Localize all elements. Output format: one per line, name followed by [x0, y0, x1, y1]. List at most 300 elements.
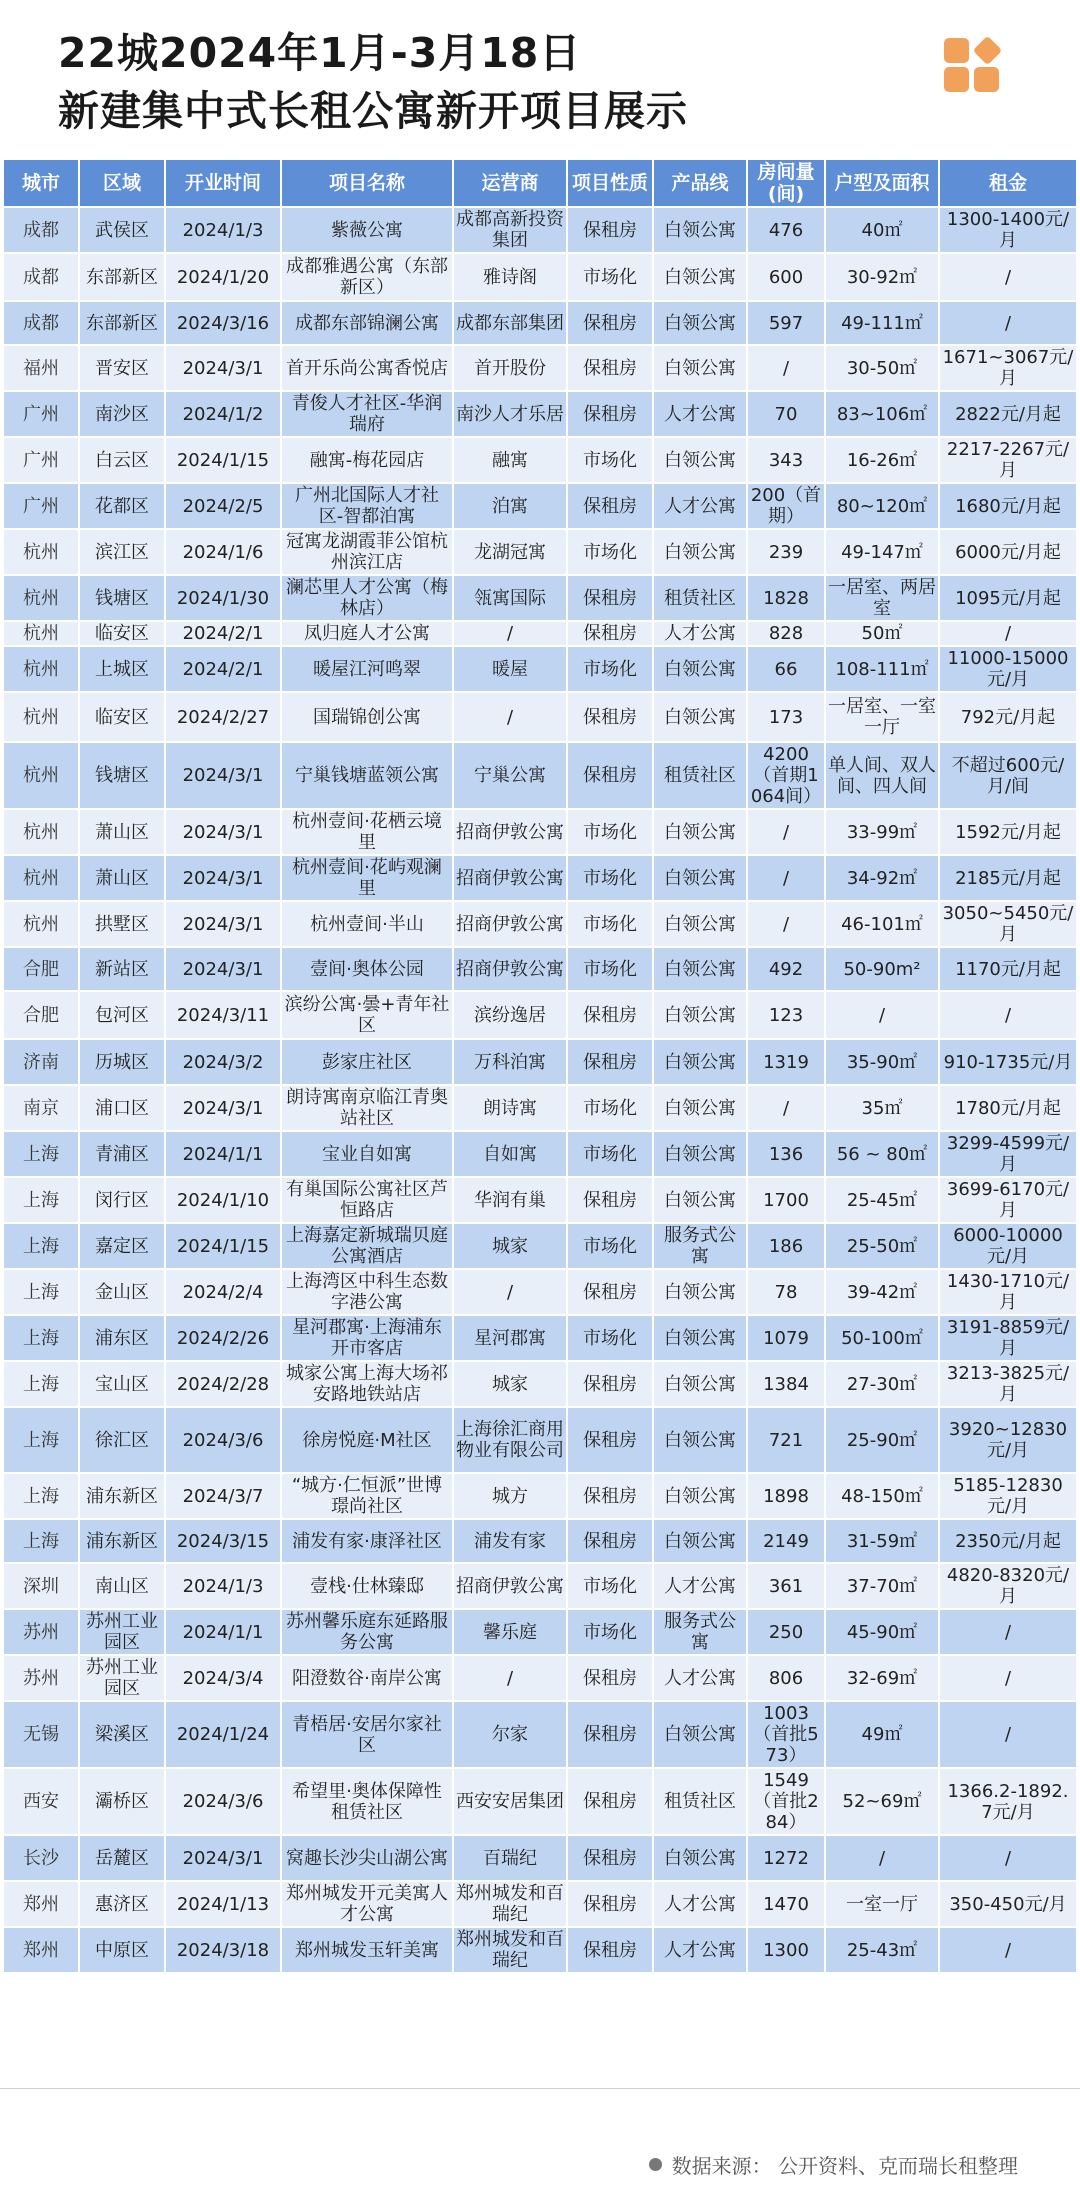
table-cell: 保租房	[568, 1882, 652, 1926]
table-cell: 临安区	[80, 622, 164, 645]
table-cell: 1470	[748, 1882, 824, 1926]
table-cell: 2024/1/15	[166, 438, 280, 482]
table-cell: 人才公寓	[654, 1656, 746, 1700]
table-cell: 杭州	[4, 743, 78, 808]
table-cell: 宁巢公寓	[454, 743, 566, 808]
table-cell: /	[940, 1928, 1076, 1972]
source-text: 数据来源： 公开资料、克而瑞长租整理	[671, 2154, 1018, 2178]
table-cell: 4820-8320元/月	[940, 1564, 1076, 1608]
table-cell: /	[940, 1610, 1076, 1654]
table-cell: 792元/月起	[940, 693, 1076, 741]
table-cell: 暖屋	[454, 647, 566, 691]
table-cell: 3920~12830元/月	[940, 1408, 1076, 1472]
table-cell: 1828	[748, 576, 824, 620]
table-cell: 3191-8859元/月	[940, 1316, 1076, 1360]
table-cell: /	[940, 992, 1076, 1038]
table-cell: 上海	[4, 1316, 78, 1360]
table-cell: 拱墅区	[80, 902, 164, 946]
table-cell: 1366.2-1892.7元/月	[940, 1769, 1076, 1834]
table-cell: /	[940, 622, 1076, 645]
table-cell: 杭州壹间·花栖云境里	[282, 810, 452, 854]
table-cell: 东部新区	[80, 302, 164, 344]
table-cell: 白领公寓	[654, 948, 746, 990]
projects-table-wrapper	[0, 158, 1076, 1974]
table-cell: 492	[748, 948, 824, 990]
table-cell: 上海	[4, 1520, 78, 1562]
table-cell: /	[454, 693, 566, 741]
table-cell: 2024/3/1	[166, 346, 280, 390]
table-cell: 保租房	[568, 693, 652, 741]
table-cell: 中原区	[80, 1928, 164, 1972]
table-cell: 2024/3/1	[166, 743, 280, 808]
table-cell: 郑州城发和百瑞纪	[456, 1929, 564, 1971]
table-cell: 青浦区	[80, 1132, 164, 1176]
table-cell: 25-90㎡	[826, 1408, 938, 1472]
table-cell: 25-50㎡	[826, 1224, 938, 1268]
table-cell: 保租房	[568, 1474, 652, 1518]
table-cell: /	[454, 622, 566, 645]
table-cell: 2024/1/3	[166, 208, 280, 252]
table-cell: 郑州	[4, 1882, 78, 1926]
table-cell: 186	[748, 1224, 824, 1268]
table-cell: 青梧居·安居尔家社区	[282, 1702, 452, 1767]
table-cell: 2217-2267元/月	[940, 438, 1076, 482]
table-cell: 临安区	[80, 693, 164, 741]
table-cell: 1095元/月起	[940, 576, 1076, 620]
page-title	[58, 24, 688, 140]
table-cell: 人才公寓	[654, 484, 746, 528]
table-row	[4, 1316, 1076, 1360]
table-cell: /	[748, 902, 824, 946]
table-cell: 3699-6170元/月	[940, 1178, 1076, 1222]
table-cell: 彭家庄社区	[282, 1040, 452, 1084]
table-cell: 广州	[4, 392, 78, 436]
table-cell: 35-90㎡	[826, 1040, 938, 1084]
table-cell: /	[826, 992, 938, 1038]
table-cell: 49㎡	[826, 1702, 938, 1767]
table-cell: 惠济区	[80, 1882, 164, 1926]
table-cell: 1384	[748, 1362, 824, 1406]
table-row	[4, 622, 1076, 645]
table-cell: 白领公寓	[654, 1316, 746, 1360]
table-cell: /	[940, 1656, 1076, 1700]
table-row	[4, 948, 1076, 990]
table-cell: 2350元/月起	[940, 1520, 1076, 1562]
table-cell: 宝业自如寓	[282, 1132, 452, 1176]
table-cell: 冠寓龙湖霞菲公馆杭州滨江店	[282, 530, 452, 574]
table-cell: 招商伊敦公寓	[454, 856, 566, 900]
table-cell: 123	[748, 992, 824, 1038]
table-cell: 1170元/月起	[940, 948, 1076, 990]
table-cell: 朗诗寓南京临江青奥站社区	[282, 1086, 452, 1130]
table-row	[4, 743, 1076, 808]
table-cell: 杭州	[4, 647, 78, 691]
table-row	[4, 1178, 1076, 1222]
table-cell: 城家公寓上海大场祁安路地铁站店	[282, 1362, 452, 1406]
table-cell: 市场化	[568, 1564, 652, 1608]
table-cell: /	[940, 254, 1076, 300]
column-header: 租金	[940, 160, 1076, 206]
table-cell: 35㎡	[826, 1086, 938, 1130]
table-cell: 保租房	[568, 743, 652, 808]
title-line-1: 22城2024年1月-3月18日	[58, 29, 582, 77]
table-row	[4, 1610, 1076, 1654]
table-row	[4, 1882, 1076, 1926]
table-cell: 市场化	[568, 902, 652, 946]
table-cell: 保租房	[568, 1702, 652, 1767]
table-cell: 保租房	[568, 576, 652, 620]
table-cell: 保租房	[568, 484, 652, 528]
table-cell: 1680元/月起	[940, 484, 1076, 528]
table-cell: 721	[748, 1408, 824, 1472]
table-cell: 人才公寓	[654, 1882, 746, 1926]
table-row	[4, 810, 1076, 854]
table-cell: 市场化	[568, 438, 652, 482]
column-header: 户型及面积	[826, 160, 938, 206]
table-cell: 苏州	[4, 1656, 78, 1700]
table-cell: 2024/1/10	[166, 1178, 280, 1222]
table-cell: 保租房	[568, 1928, 652, 1972]
table-cell: 成都高新投资集团	[456, 209, 564, 251]
table-cell: 岳麓区	[80, 1836, 164, 1880]
table-cell: 星河郡寓	[454, 1316, 566, 1360]
table-cell: 白领公寓	[654, 1474, 746, 1518]
table-cell: 杭州	[4, 856, 78, 900]
table-cell: 50㎡	[826, 622, 938, 645]
table-header	[4, 160, 1076, 206]
table-row	[4, 1132, 1076, 1176]
table-cell: 保租房	[568, 1836, 652, 1880]
table-cell: 招商伊敦公寓	[454, 1564, 566, 1608]
table-cell: 1549（首批284）	[748, 1769, 824, 1834]
table-row	[4, 647, 1076, 691]
table-cell: 上海	[4, 1362, 78, 1406]
table-cell: 长沙	[4, 1836, 78, 1880]
table-cell: 郑州城发和百瑞纪	[456, 1883, 564, 1925]
table-cell: 苏州工业园区	[80, 1610, 164, 1654]
table-cell: 80~120㎡	[826, 484, 938, 528]
table-row	[4, 1769, 1076, 1834]
table-cell: 市场化	[568, 1316, 652, 1360]
table-cell: 2024/2/28	[166, 1362, 280, 1406]
table-cell: 2024/3/1	[166, 810, 280, 854]
table-cell: 保租房	[568, 622, 652, 645]
table-cell: 保租房	[568, 208, 652, 252]
table-cell: 806	[748, 1656, 824, 1700]
column-header: 产品线	[654, 160, 746, 206]
table-cell: 无锡	[4, 1702, 78, 1767]
table-cell: 浦东新区	[80, 1474, 164, 1518]
table-cell: 郑州城发开元美寓人才公寓	[282, 1882, 452, 1926]
table-cell: 2024/3/6	[166, 1769, 280, 1834]
table-cell: 萧山区	[80, 810, 164, 854]
table-cell: 2024/2/27	[166, 693, 280, 741]
table-cell: 保租房	[568, 392, 652, 436]
table-cell: 1671~3067元/月	[940, 346, 1076, 390]
table-cell: 3299-4599元/月	[940, 1132, 1076, 1176]
table-cell: 宝山区	[80, 1362, 164, 1406]
table-cell: 2024/3/1	[166, 856, 280, 900]
table-cell: 1898	[748, 1474, 824, 1518]
table-body	[4, 208, 1076, 1972]
table-cell: /	[454, 1270, 566, 1314]
table-cell: 保租房	[568, 1408, 652, 1472]
table-cell: 市场化	[568, 1132, 652, 1176]
table-cell: 杭州	[4, 810, 78, 854]
table-cell: 49-147㎡	[826, 530, 938, 574]
table-cell: 2024/2/4	[166, 1270, 280, 1314]
table-cell: 招商伊敦公寓	[454, 902, 566, 946]
table-cell: 人才公寓	[654, 1564, 746, 1608]
table-cell: 11000-15000元/月	[940, 647, 1076, 691]
table-cell: 嘉定区	[80, 1224, 164, 1268]
table-cell: 1272	[748, 1836, 824, 1880]
table-cell: 苏州工业园区	[80, 1656, 164, 1700]
table-row	[4, 254, 1076, 300]
table-cell: 1300-1400元/月	[940, 208, 1076, 252]
table-cell: 有巢国际公寓社区芦恒路店	[282, 1178, 452, 1222]
table-cell: 不超过600元/月/间	[940, 743, 1076, 808]
table-cell: 成都	[4, 254, 78, 300]
table-cell: 70	[748, 392, 824, 436]
table-cell: 597	[748, 302, 824, 344]
table-cell: 杭州	[4, 693, 78, 741]
table-cell: 钱塘区	[80, 576, 164, 620]
table-cell: 梁溪区	[80, 1702, 164, 1767]
table-cell: 市场化	[568, 810, 652, 854]
table-cell: 2024/3/1	[166, 902, 280, 946]
table-cell: 保租房	[568, 1362, 652, 1406]
table-cell: /	[940, 1702, 1076, 1767]
table-row	[4, 1564, 1076, 1608]
table-cell: 白领公寓	[654, 992, 746, 1038]
table-cell: 城家	[454, 1362, 566, 1406]
table-cell: 27-30㎡	[826, 1362, 938, 1406]
table-cell: /	[748, 810, 824, 854]
table-cell: 武侯区	[80, 208, 164, 252]
bullet-dot-icon	[649, 2158, 662, 2171]
table-row	[4, 1702, 1076, 1767]
table-cell: 4200（首期1064间）	[748, 743, 824, 808]
table-cell: 成都东部集团	[454, 302, 566, 344]
table-cell: 白领公寓	[654, 1040, 746, 1084]
table-cell: 30-92㎡	[826, 254, 938, 300]
table-cell: 31-59㎡	[826, 1520, 938, 1562]
table-cell: 白领公寓	[654, 1270, 746, 1314]
table-cell: 融寓-梅花园店	[282, 438, 452, 482]
table-cell: 一室一厅	[826, 1882, 938, 1926]
table-cell: 46-101㎡	[826, 902, 938, 946]
table-cell: 2024/2/5	[166, 484, 280, 528]
table-cell: 市场化	[568, 1086, 652, 1130]
table-cell: 白云区	[80, 438, 164, 482]
table-cell: 上海	[4, 1132, 78, 1176]
table-row	[4, 1520, 1076, 1562]
table-cell: 上海	[4, 1178, 78, 1222]
table-cell: 杭州	[4, 622, 78, 645]
table-cell: 包河区	[80, 992, 164, 1038]
table-cell: 25-43㎡	[826, 1928, 938, 1972]
table-cell: 华润有巢	[454, 1178, 566, 1222]
table-cell: 343	[748, 438, 824, 482]
table-cell: 2024/3/15	[166, 1520, 280, 1562]
table-cell: 1780元/月起	[940, 1086, 1076, 1130]
table-cell: 市场化	[568, 530, 652, 574]
table-cell: 金山区	[80, 1270, 164, 1314]
table-cell: 杭州壹间·半山	[282, 902, 452, 946]
table-cell: 杭州	[4, 576, 78, 620]
table-row	[4, 1224, 1076, 1268]
table-cell: 灞桥区	[80, 1769, 164, 1834]
column-header: 开业时间	[166, 160, 280, 206]
table-cell: 雅诗阁	[454, 254, 566, 300]
table-cell: 1592元/月起	[940, 810, 1076, 854]
table-cell: 租赁社区	[654, 1769, 746, 1834]
table-cell: 深圳	[4, 1564, 78, 1608]
table-cell: 56 ~ 80㎡	[826, 1132, 938, 1176]
table-cell: 白领公寓	[654, 1408, 746, 1472]
table-cell: 350-450元/月	[940, 1882, 1076, 1926]
table-cell: 52~69㎡	[826, 1769, 938, 1834]
table-row	[4, 992, 1076, 1038]
table-cell: 2024/3/16	[166, 302, 280, 344]
table-cell: 2024/1/24	[166, 1702, 280, 1767]
table-cell: 保租房	[568, 1178, 652, 1222]
table-cell: 2149	[748, 1520, 824, 1562]
table-cell: 租赁社区	[654, 743, 746, 808]
table-cell: 白领公寓	[654, 1520, 746, 1562]
table-cell: 2024/3/7	[166, 1474, 280, 1518]
table-row	[4, 1474, 1076, 1518]
table-cell: 成都	[4, 302, 78, 344]
table-cell: 龙湖冠寓	[454, 530, 566, 574]
table-row	[4, 392, 1076, 436]
table-row	[4, 1270, 1076, 1314]
header-row	[4, 160, 1076, 206]
column-header: 房间量(间)	[748, 160, 824, 206]
table-cell: 新站区	[80, 948, 164, 990]
column-header: 区域	[80, 160, 164, 206]
table-cell: 市场化	[568, 647, 652, 691]
table-cell: 广州	[4, 484, 78, 528]
table-cell: 凤归庭人才公寓	[282, 622, 452, 645]
table-cell: 2024/2/1	[166, 622, 280, 645]
table-row	[4, 1928, 1076, 1972]
column-header: 项目名称	[282, 160, 452, 206]
table-cell: 50-90m²	[826, 948, 938, 990]
table-row	[4, 1086, 1076, 1130]
table-cell: 星河郡寓·上海浦东开市客店	[282, 1316, 452, 1360]
column-header: 项目性质	[568, 160, 652, 206]
table-cell: 东部新区	[80, 254, 164, 300]
table-cell: 一居室、一室一厅	[826, 693, 938, 741]
table-cell: 萧山区	[80, 856, 164, 900]
table-cell: 南沙区	[80, 392, 164, 436]
table-cell: 南山区	[80, 1564, 164, 1608]
table-cell: 一居室、两居室	[828, 577, 936, 619]
table-cell: 杭州	[4, 530, 78, 574]
table-cell: 市场化	[568, 856, 652, 900]
table-cell: 招商伊敦公寓	[454, 810, 566, 854]
table-cell: 浦东区	[80, 1316, 164, 1360]
table-cell: 希望里·奥体保障性租赁社区	[282, 1769, 452, 1834]
table-row	[4, 1040, 1076, 1084]
table-cell: 浦发有家·康泽社区	[282, 1520, 452, 1562]
table-cell: 杭州	[4, 902, 78, 946]
table-cell: 2024/3/1	[166, 1086, 280, 1130]
table-cell: 50-100㎡	[826, 1316, 938, 1360]
table-cell: 自如寓	[454, 1132, 566, 1176]
table-cell: 苏州馨乐庭东延路服务公寓	[282, 1610, 452, 1654]
table-cell: 滨纷逸居	[454, 992, 566, 1038]
table-cell: 1079	[748, 1316, 824, 1360]
table-cell: 上海	[4, 1224, 78, 1268]
table-cell: 白领公寓	[654, 902, 746, 946]
table-cell: 广州北国际人才社区-智都泊寓	[282, 484, 452, 528]
table-cell: /	[454, 1656, 566, 1700]
table-cell: 保租房	[568, 1520, 652, 1562]
table-cell: 白领公寓	[654, 530, 746, 574]
table-cell: 白领公寓	[654, 208, 746, 252]
table-cell: 成都	[4, 208, 78, 252]
table-cell: 紫薇公寓	[282, 208, 452, 252]
table-cell: 白领公寓	[654, 1086, 746, 1130]
table-cell: 108-111㎡	[826, 647, 938, 691]
table-cell: 83~106㎡	[826, 392, 938, 436]
table-cell: 郑州	[4, 1928, 78, 1972]
table-cell: 钱塘区	[80, 743, 164, 808]
table-cell: 2024/2/26	[166, 1316, 280, 1360]
table-cell: 宁巢钱塘蓝领公寓	[282, 743, 452, 808]
table-cell: 市场化	[568, 254, 652, 300]
table-cell: 上海	[4, 1408, 78, 1472]
table-row	[4, 902, 1076, 946]
table-cell: 尔家	[454, 1702, 566, 1767]
table-cell: 招商伊敦公寓	[454, 948, 566, 990]
table-cell: 136	[748, 1132, 824, 1176]
table-cell: 保租房	[568, 1270, 652, 1314]
table-cell: /	[748, 1086, 824, 1130]
table-cell: 徐汇区	[80, 1408, 164, 1472]
table-cell: /	[826, 1836, 938, 1880]
table-cell: 2024/3/11	[166, 992, 280, 1038]
table-cell: 2024/3/2	[166, 1040, 280, 1084]
table-cell: 浦口区	[80, 1086, 164, 1130]
table-cell: 30-50㎡	[826, 346, 938, 390]
table-cell: 白领公寓	[654, 1362, 746, 1406]
table-cell: 361	[748, 1564, 824, 1608]
table-cell: 2024/3/18	[166, 1928, 280, 1972]
table-cell: 2024/1/3	[166, 1564, 280, 1608]
table-cell: 1003（首批573）	[748, 1702, 824, 1767]
table-cell: 服务式公寓	[654, 1224, 746, 1268]
table-cell: 白领公寓	[654, 1132, 746, 1176]
table-cell: 市场化	[568, 948, 652, 990]
table-cell: 33-99㎡	[826, 810, 938, 854]
table-row	[4, 1656, 1076, 1700]
table-cell: 白领公寓	[654, 693, 746, 741]
table-cell: 成都雅遇公寓（东部新区）	[282, 254, 452, 300]
table-cell: 45-90㎡	[826, 1610, 938, 1654]
table-cell: 保租房	[568, 1656, 652, 1700]
table-cell: 城家	[454, 1224, 566, 1268]
table-cell: 2822元/月起	[940, 392, 1076, 436]
table-cell: 国瑞锦创公寓	[282, 693, 452, 741]
table-cell: 2024/1/1	[166, 1610, 280, 1654]
table-cell: 200（首期）	[748, 484, 824, 528]
table-cell: 徐房悦庭·M社区	[282, 1408, 452, 1472]
table-cell: 融寓	[454, 438, 566, 482]
